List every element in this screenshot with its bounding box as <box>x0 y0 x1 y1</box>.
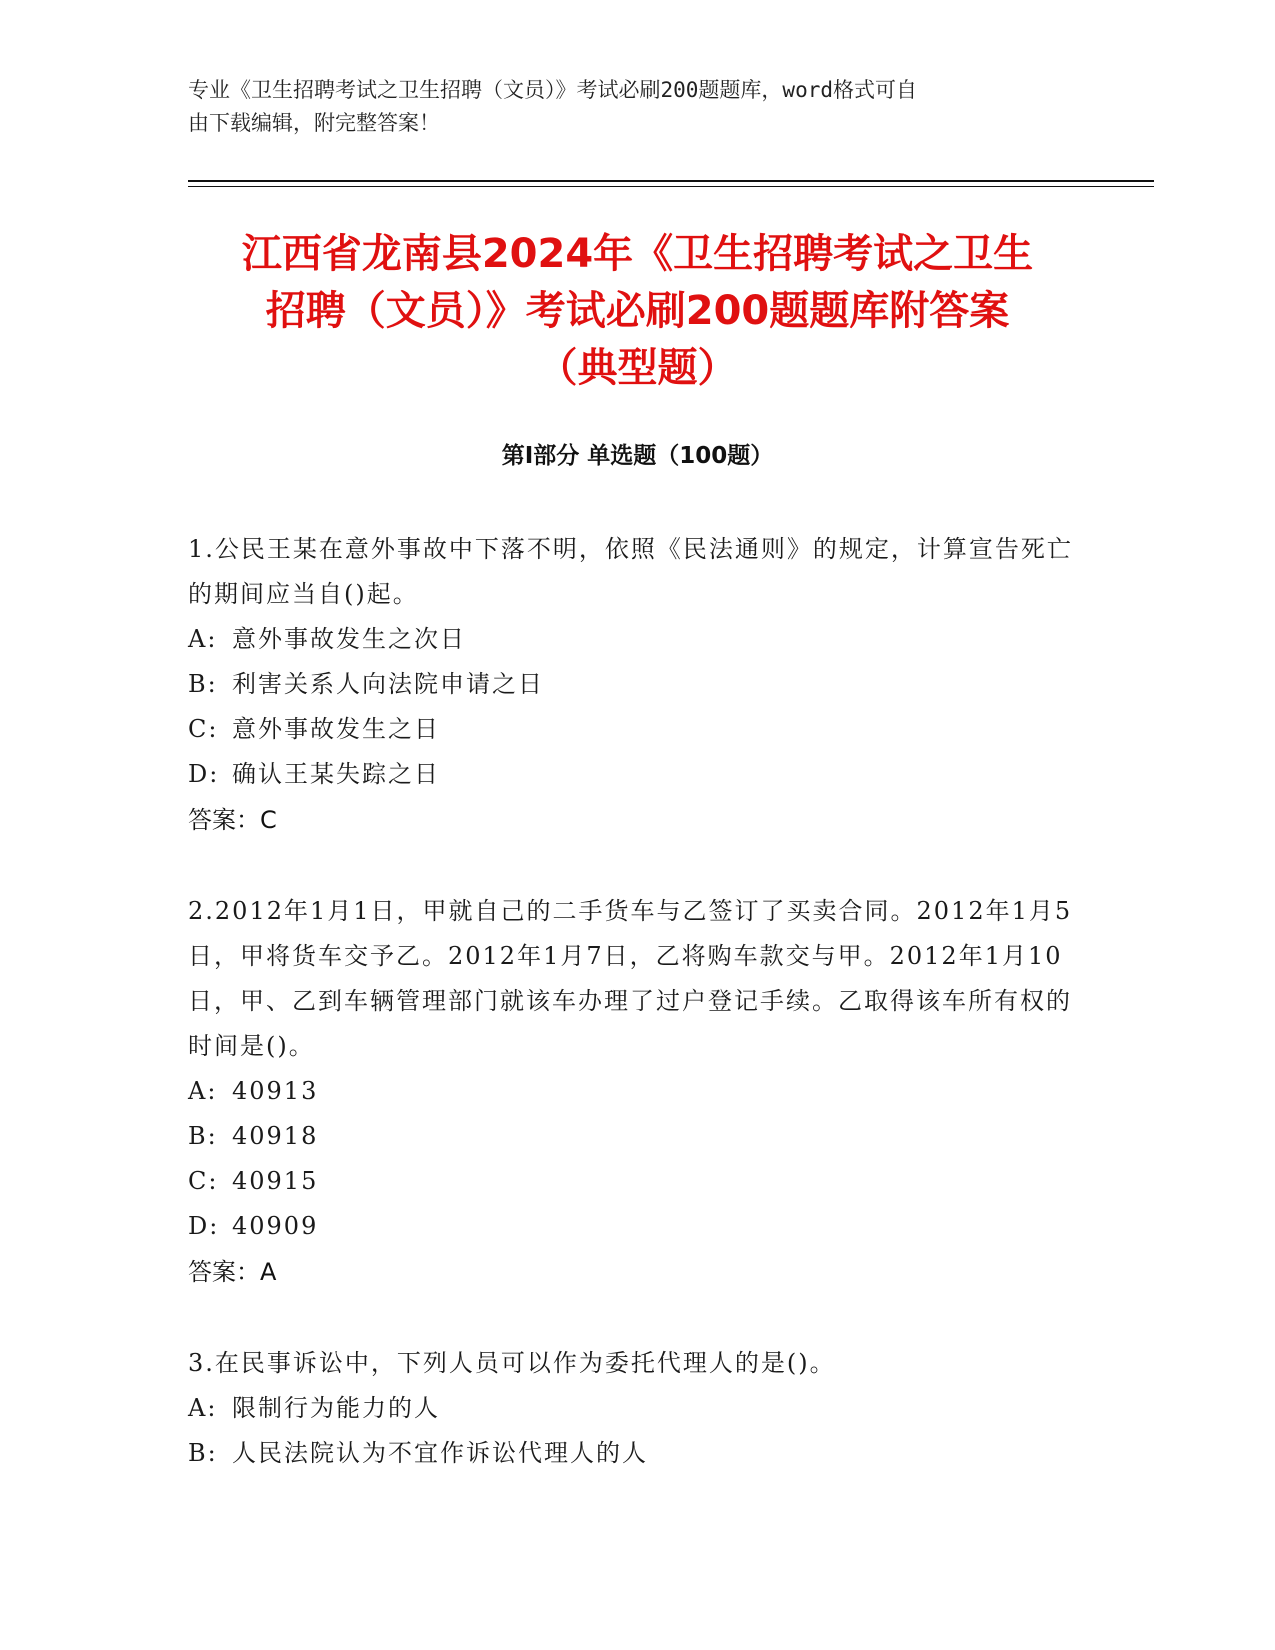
option-c <box>188 707 1078 752</box>
header-note <box>188 74 1068 140</box>
question-stem: 2.2012年1月1日，甲就自己的二手货车与乙签订了买卖合同。2012年1月5日，甲将货车交予乙。2012年1月7日，乙将购车款交与甲。2012年1月10日，甲、乙到车辆管理部门就该车办理了过户登记手续。乙取得该车所有权的时间是()。 <box>188 897 1073 1060</box>
option-text: 确认王某失踪之日 <box>232 760 440 788</box>
header-note-line-2: 由下载编辑，附完整答案！ <box>188 111 440 135</box>
option-b <box>188 1114 1078 1159</box>
option-letter: B: <box>188 1439 218 1467</box>
option-b <box>188 1431 1078 1476</box>
question-2 <box>188 889 1078 1295</box>
option-letter: B: <box>188 670 218 698</box>
question-3 <box>188 1341 1078 1476</box>
option-b <box>188 662 1078 707</box>
header-rule-thin <box>188 186 1154 187</box>
option-text: 40909 <box>232 1212 319 1240</box>
option-text: 40918 <box>232 1122 319 1150</box>
option-d <box>188 752 1078 797</box>
document-title-line-3: （典型题） <box>537 345 738 391</box>
question-1 <box>188 527 1078 843</box>
option-a <box>188 1069 1078 1114</box>
option-letter: B: <box>188 1122 218 1150</box>
question-stem: 1.公民王某在意外事故中下落不明，依照《民法通则》的规定，计算宣告死亡的期间应当自()起。 <box>188 535 1073 608</box>
option-text: 人民法院认为不宜作诉讼代理人的人 <box>232 1439 648 1467</box>
option-letter: C: <box>188 1167 219 1195</box>
option-letter: D: <box>188 760 220 788</box>
option-text: 限制行为能力的人 <box>232 1394 440 1422</box>
document-title-line-1: 江西省龙南县2024年《卫生招聘考试之卫生 <box>241 231 1034 277</box>
option-letter: A: <box>188 1077 218 1105</box>
question-list <box>188 527 1078 1522</box>
header-rule-thick <box>188 180 1154 182</box>
document-title <box>170 226 1105 397</box>
option-text: 意外事故发生之次日 <box>232 625 466 653</box>
option-text: 40915 <box>232 1167 319 1195</box>
header-note-line-1: 专业《卫生招聘考试之卫生招聘（文员）》考试必刷200题题库，word格式可自 <box>188 78 917 102</box>
option-letter: D: <box>188 1212 220 1240</box>
document-title-line-2: 招聘（文员）》考试必刷200题题库附答案 <box>265 288 1010 334</box>
option-text: 意外事故发生之日 <box>232 715 440 743</box>
answer-line: 答案：A <box>188 1258 277 1286</box>
answer-line: 答案：C <box>188 806 277 834</box>
option-letter: C: <box>188 715 219 743</box>
option-text: 利害关系人向法院申请之日 <box>232 670 544 698</box>
option-a <box>188 1386 1078 1431</box>
option-letter: A: <box>188 1394 218 1422</box>
option-text: 40913 <box>232 1077 319 1105</box>
option-letter: A: <box>188 625 218 653</box>
option-d <box>188 1204 1078 1249</box>
section-heading: 第Ⅰ部分 单选题（100题） <box>501 443 774 469</box>
option-c <box>188 1159 1078 1204</box>
option-a <box>188 617 1078 662</box>
question-stem: 3.在民事诉讼中，下列人员可以作为委托代理人的是()。 <box>188 1349 836 1377</box>
